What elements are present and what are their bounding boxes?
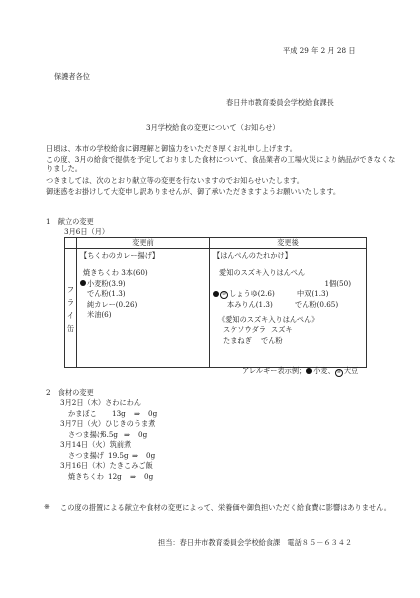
ingredient-row: でん粉(1.3)	[87, 289, 126, 299]
allergy-legend: アレルギー表示例； 小麦、 ⑩ 大豆	[242, 366, 359, 375]
table-header-blank	[65, 238, 77, 249]
category-char-3: イ	[66, 311, 75, 320]
category-char-4: 缶	[66, 324, 75, 333]
after-sub-row: スケソウダラ スズキ	[223, 325, 293, 335]
ingredient-row: 小麦粉(3.9)	[80, 279, 206, 289]
menu-change-table	[64, 237, 367, 368]
list-item: 3月7日（火）ひじきのうま煮	[60, 419, 156, 428]
soy-allergy-circle-icon: ⑩	[336, 370, 341, 375]
section1-date: 3月6日（月）	[64, 227, 110, 236]
ingredient-row: 純カレー(0.26)	[87, 299, 138, 309]
section1-heading: 1 献立の変更	[46, 217, 94, 226]
list-item: 3月14日（火）筑前煮	[60, 440, 132, 449]
ingredient-change-list	[60, 398, 157, 482]
after-sub-row: たまねぎ でん粉	[223, 335, 283, 345]
sender: 春日井市教育委員会学校給食課長	[226, 98, 334, 107]
notice-title: 3月学校給食の変更について（お知らせ）	[146, 123, 280, 132]
before-dish-name: 【ちくわのカレー揚げ】	[80, 251, 160, 260]
after-ingredient-row: ⑩ しょうゆ(2.6) 中双(1.3)	[213, 289, 363, 299]
intro-paragraphs	[46, 144, 396, 199]
after-ingredient-row: 本みりん(1.3) でん粉(0.65)	[227, 299, 339, 309]
note-mark: ※	[44, 502, 51, 511]
intro-paragraph-3: つきましては、次のとおり献立等の変更を行ないますのでお知らせいたします。	[46, 175, 304, 185]
list-item: 3月2日（木）さわにわん	[60, 398, 142, 407]
intro-paragraph-4: 御迷惑をお掛けして大変申し訳ありませんが、御了承いただきますようお願いいたします。	[46, 187, 341, 197]
category-label	[65, 249, 77, 368]
after-cell	[210, 249, 367, 368]
ingredient-row: 米油(6)	[87, 309, 112, 319]
after-ingredient: 愛知のスズキ入りはんぺん	[219, 268, 306, 278]
after-ingredient-qty: 1個(50)	[324, 278, 351, 288]
column-header-before: 変更前	[77, 238, 210, 249]
list-item: さつま揚げ 19.5g ⇒ 0g	[68, 450, 156, 460]
intro-paragraph-2: この度、3月の給食で提供を予定しておりました食材について、食品業者の工場火災により納品ができなくなりました。	[46, 155, 396, 174]
contact-footer: 担当：春日井市教育委員会学校給食課 電話８５－６３４２	[158, 538, 353, 547]
list-item: 焼きちくわ 12g ⇒ 0g	[68, 471, 154, 481]
list-item: かまぼこ 13g ⇒ 0g	[68, 408, 158, 418]
ingredient-row: 焼きちくわ 3本(60)	[83, 268, 148, 278]
wheat-allergy-dot-icon	[213, 291, 219, 297]
column-header-after: 変更後	[210, 238, 367, 249]
category-char-2: ラ	[66, 298, 75, 307]
issue-date: 平成 29 年 2 月 28 日	[283, 46, 356, 55]
recipient: 保護者各位	[54, 72, 90, 81]
intro-paragraph-1: 日頃は、本市の学校給食に御理解と御協力をいただき厚くお礼申し上げます。	[46, 144, 297, 153]
wheat-allergy-dot-icon	[306, 368, 312, 374]
section2-heading: 2 食材の変更	[46, 388, 94, 397]
soy-allergy-circle-icon: ⑩	[221, 291, 227, 297]
wheat-allergy-dot-icon	[80, 280, 86, 286]
after-dish-name: 【はんぺんのたれかけ】	[213, 251, 292, 260]
note-text: この度の措置による献立や食材の変更によって、栄養価や御負担いただく給食費に影響はありません。	[60, 503, 391, 512]
list-item: さつま揚げ6.5g ⇒ 0g	[68, 429, 148, 439]
list-item: 3月16日（木）たきこみご飯	[60, 461, 153, 470]
before-cell	[77, 249, 210, 368]
category-char-1: フ	[66, 285, 75, 294]
after-sub-title: 《愛知のスズキ入りはんぺん》	[218, 314, 319, 324]
